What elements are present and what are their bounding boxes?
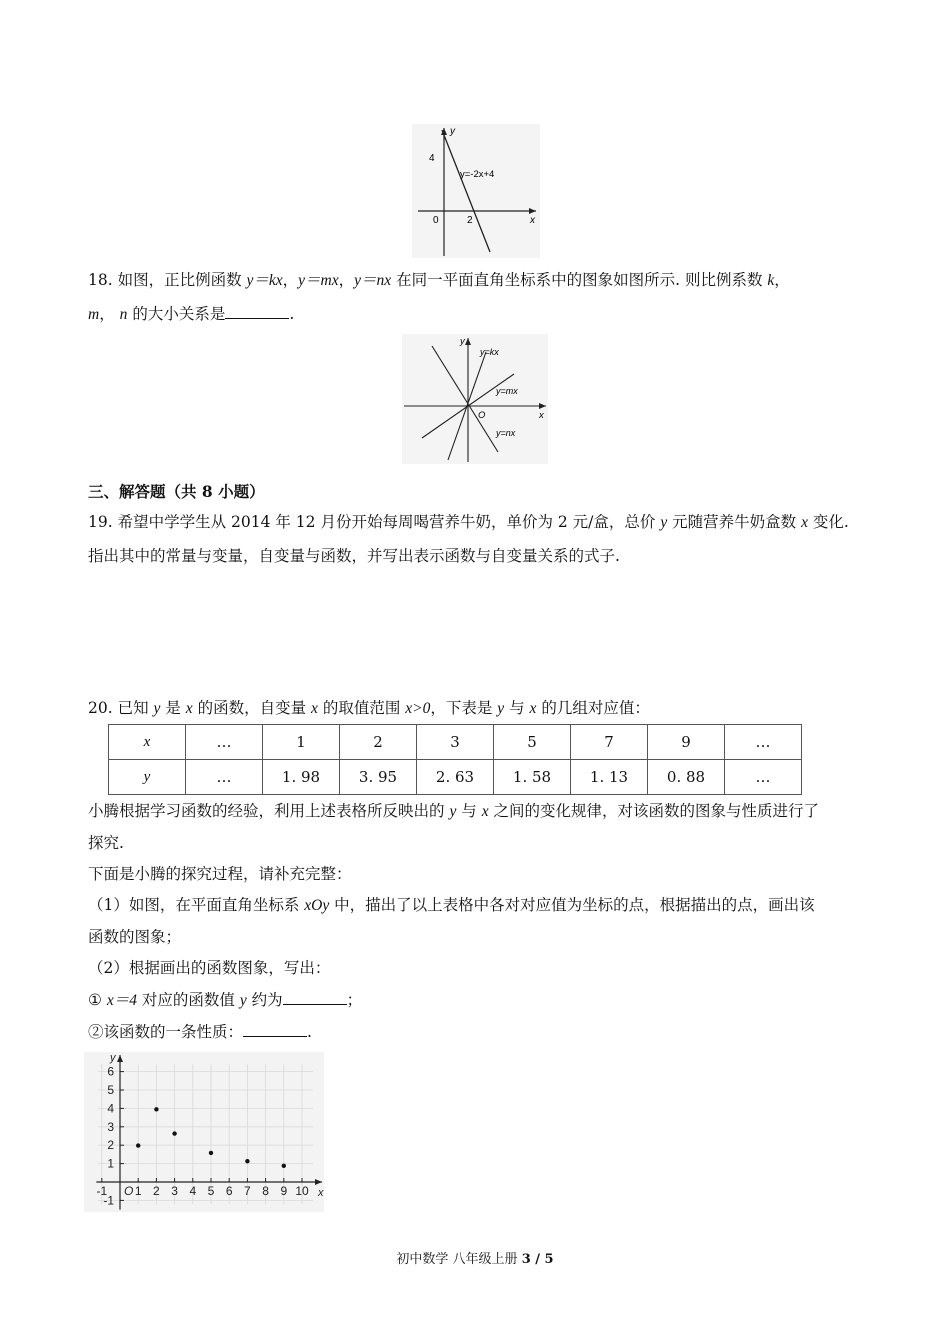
q20-line1	[88, 697, 650, 720]
q20-text-f: 与	[504, 699, 530, 717]
q19-line2: 指出其中的常量与变量，自变量与函数，并写出表示函数与自变量关系的式子.	[88, 547, 620, 565]
table-cell: 2. 63	[417, 760, 494, 795]
q18-f3: y＝nx	[354, 272, 392, 289]
q18-sep2: ，	[338, 271, 355, 289]
q20-s21-f: x＝4	[106, 992, 137, 1009]
q20-y2: y	[497, 700, 505, 717]
table-cell: 1	[263, 725, 340, 760]
q20-s21-c: 约为	[246, 991, 283, 1009]
page-footer	[0, 1248, 950, 1267]
q20-s1-b: 中，描出了以上表格中各对对应值为坐标的点，根据描出的点，画出该	[329, 896, 815, 914]
q18-f2: y＝mx	[298, 272, 339, 289]
origin-label: O	[478, 410, 486, 421]
table-cell: 3	[417, 725, 494, 760]
q20-text-a: 20. 已知	[88, 699, 154, 717]
q18-k: k	[767, 272, 775, 289]
table-cell: …	[186, 760, 263, 795]
q20-s22-a: ②该函数的一条性质：	[88, 1023, 244, 1041]
q20-p1-b: 与	[456, 802, 482, 820]
graph-proportional-functions	[402, 334, 548, 464]
data-point	[172, 1131, 176, 1135]
data-point	[282, 1164, 286, 1168]
x-tick-label: 10	[295, 1184, 309, 1198]
q20-x3: x	[529, 700, 537, 717]
q20-range: x>0	[405, 700, 431, 717]
x-tick-label: 7	[244, 1184, 251, 1198]
table-cell: 2	[340, 725, 417, 760]
q20-s21-d: ；	[346, 991, 363, 1009]
data-point	[209, 1151, 213, 1155]
q20-x2: x	[311, 700, 318, 717]
q20-para1-cont: 探究.	[88, 834, 124, 852]
table-cell: 9	[648, 725, 725, 760]
table-cell: 1. 13	[571, 760, 648, 795]
x-tick-label: 3	[171, 1184, 178, 1198]
q18-m: m	[88, 306, 100, 323]
x-tick-label: 2	[153, 1184, 160, 1198]
q18-comma2: ，	[99, 305, 115, 323]
x-axis-label: x	[318, 1187, 324, 1199]
q20-text-e: ，下表是	[430, 699, 498, 717]
y-axis-label: y	[110, 1052, 116, 1065]
q20-y: y	[153, 700, 161, 717]
q20-s21-b: 对应的函数值	[136, 991, 240, 1009]
q20-text-b: 是	[160, 699, 186, 717]
q20-s21-y: y	[239, 992, 247, 1009]
origin-label: O	[124, 1184, 134, 1198]
q20-s1-xoy: xOy	[304, 897, 330, 914]
q19-line1	[88, 511, 849, 534]
q18-line1	[88, 269, 790, 292]
q20-answer-blank-2[interactable]	[243, 1020, 307, 1037]
q20-p1-c: 之间的变化规律，对该函数的图象与性质进行了	[488, 802, 820, 820]
origin-0: 0	[433, 215, 439, 226]
x-tick-label: 5	[207, 1184, 215, 1198]
y-axis-label: y	[450, 126, 455, 137]
q18-text-a: 如图，正比例函数	[117, 271, 247, 289]
y-tick-label: 3	[107, 1119, 114, 1134]
q20-s21-a: ①	[88, 991, 107, 1009]
q18-n: n	[119, 306, 128, 323]
q20-text-d: 的取值范围	[317, 699, 406, 717]
x-tick-label: 8	[262, 1184, 269, 1198]
q19-text-a: 19. 希望中学学生从 2014 年 12 月份开始每周喝营养牛奶，单价为 2 元/盒，总价	[88, 513, 661, 531]
x-tick-label: 9	[280, 1184, 288, 1198]
y-tick-label: 2	[107, 1138, 114, 1153]
q20-para2: 下面是小腾的探究过程，请补充完整：	[88, 865, 352, 883]
section-3-title: 三、解答题（共 8 小题）	[88, 482, 265, 501]
q19-text-c: 变化.	[807, 513, 849, 531]
q20-scatter-chart	[84, 1052, 324, 1212]
q20-text-c: 的函数，自变量	[192, 699, 312, 717]
x-axis-label: x	[539, 410, 544, 421]
q20-answer-blank-1[interactable]	[283, 988, 347, 1005]
y-tick-label: 4	[107, 1101, 114, 1116]
q20-step1	[88, 894, 815, 917]
y-tick-label: 6	[107, 1064, 114, 1079]
q20-para1	[88, 800, 819, 823]
table-cell: …	[725, 760, 802, 795]
q18-text-c: 的大小关系是	[127, 305, 226, 323]
table-cell: y	[109, 760, 186, 795]
label-kx: y=kx	[480, 347, 499, 357]
q20-x: x	[185, 700, 193, 717]
footer-text: 初中数学 八年级上册	[396, 1252, 522, 1267]
tick-4: 4	[429, 153, 435, 164]
table-row-x	[109, 725, 802, 760]
label-nx: y=nx	[496, 428, 516, 438]
x-tick-label: 1	[134, 1184, 142, 1198]
q18-comma: ，	[774, 271, 790, 289]
q20-p1-a: 小腾根据学习函数的经验，利用上述表格所反映出的	[88, 802, 450, 820]
table-cell: 3. 95	[340, 760, 417, 795]
q18-answer-blank[interactable]	[225, 302, 289, 319]
q19-text-b: 元随营养牛奶盒数	[667, 513, 802, 531]
q20-p1-x: x	[481, 803, 489, 820]
q20-s22-end: .	[307, 1023, 312, 1041]
table-cell: …	[186, 725, 263, 760]
data-point	[136, 1143, 140, 1147]
table-row-y	[109, 760, 802, 795]
q18-end: .	[289, 305, 295, 323]
q18-sep1: ，	[282, 271, 299, 289]
line-label: y=-2x+4	[460, 169, 495, 180]
x-tick-label: -1	[96, 1184, 108, 1198]
label-mx: y=mx	[496, 386, 518, 396]
q18-line2	[88, 302, 294, 326]
data-point	[154, 1107, 158, 1111]
table-cell: 1. 58	[494, 760, 571, 795]
y-axis-label: y	[460, 336, 465, 347]
q20-text-g: 的几组对应值：	[536, 699, 650, 717]
page-number: 3 / 5	[521, 1252, 554, 1267]
table-cell: 0. 88	[648, 760, 725, 795]
q20-step2: （2）根据画出的函数图象，写出：	[88, 959, 331, 977]
q20-s1-a: （1）如图，在平面直角坐标系	[88, 896, 305, 914]
q19-x: x	[801, 514, 808, 531]
q20-value-table	[108, 724, 802, 795]
q18-number: 18.	[88, 271, 118, 289]
q20-step2-item1	[88, 988, 362, 1012]
q20-step1-cont: 函数的图象；	[88, 928, 182, 946]
table-cell: …	[725, 725, 802, 760]
data-point	[245, 1159, 249, 1163]
x-tick-label: 4	[189, 1184, 197, 1198]
q20-p1-y: y	[449, 803, 457, 820]
x-axis-label: x	[530, 215, 535, 226]
table-cell: x	[109, 725, 186, 760]
table-cell: 7	[571, 725, 648, 760]
y-tick-label: 1	[107, 1156, 114, 1171]
q20-step2-item2	[88, 1020, 312, 1043]
tick-2: 2	[467, 215, 473, 226]
y-tick-label: -1	[103, 1193, 114, 1208]
q18-text-b: 在同一平面直角坐标系中的图象如图所示. 则比例系数	[391, 271, 768, 289]
graph-linear-function	[412, 124, 540, 258]
q19-y: y	[660, 514, 668, 531]
x-tick-label: 6	[225, 1184, 233, 1198]
table-cell: 5	[494, 725, 571, 760]
y-tick-label: 5	[107, 1083, 114, 1097]
q18-f1: y＝kx	[246, 272, 283, 289]
table-cell: 1. 98	[263, 760, 340, 795]
